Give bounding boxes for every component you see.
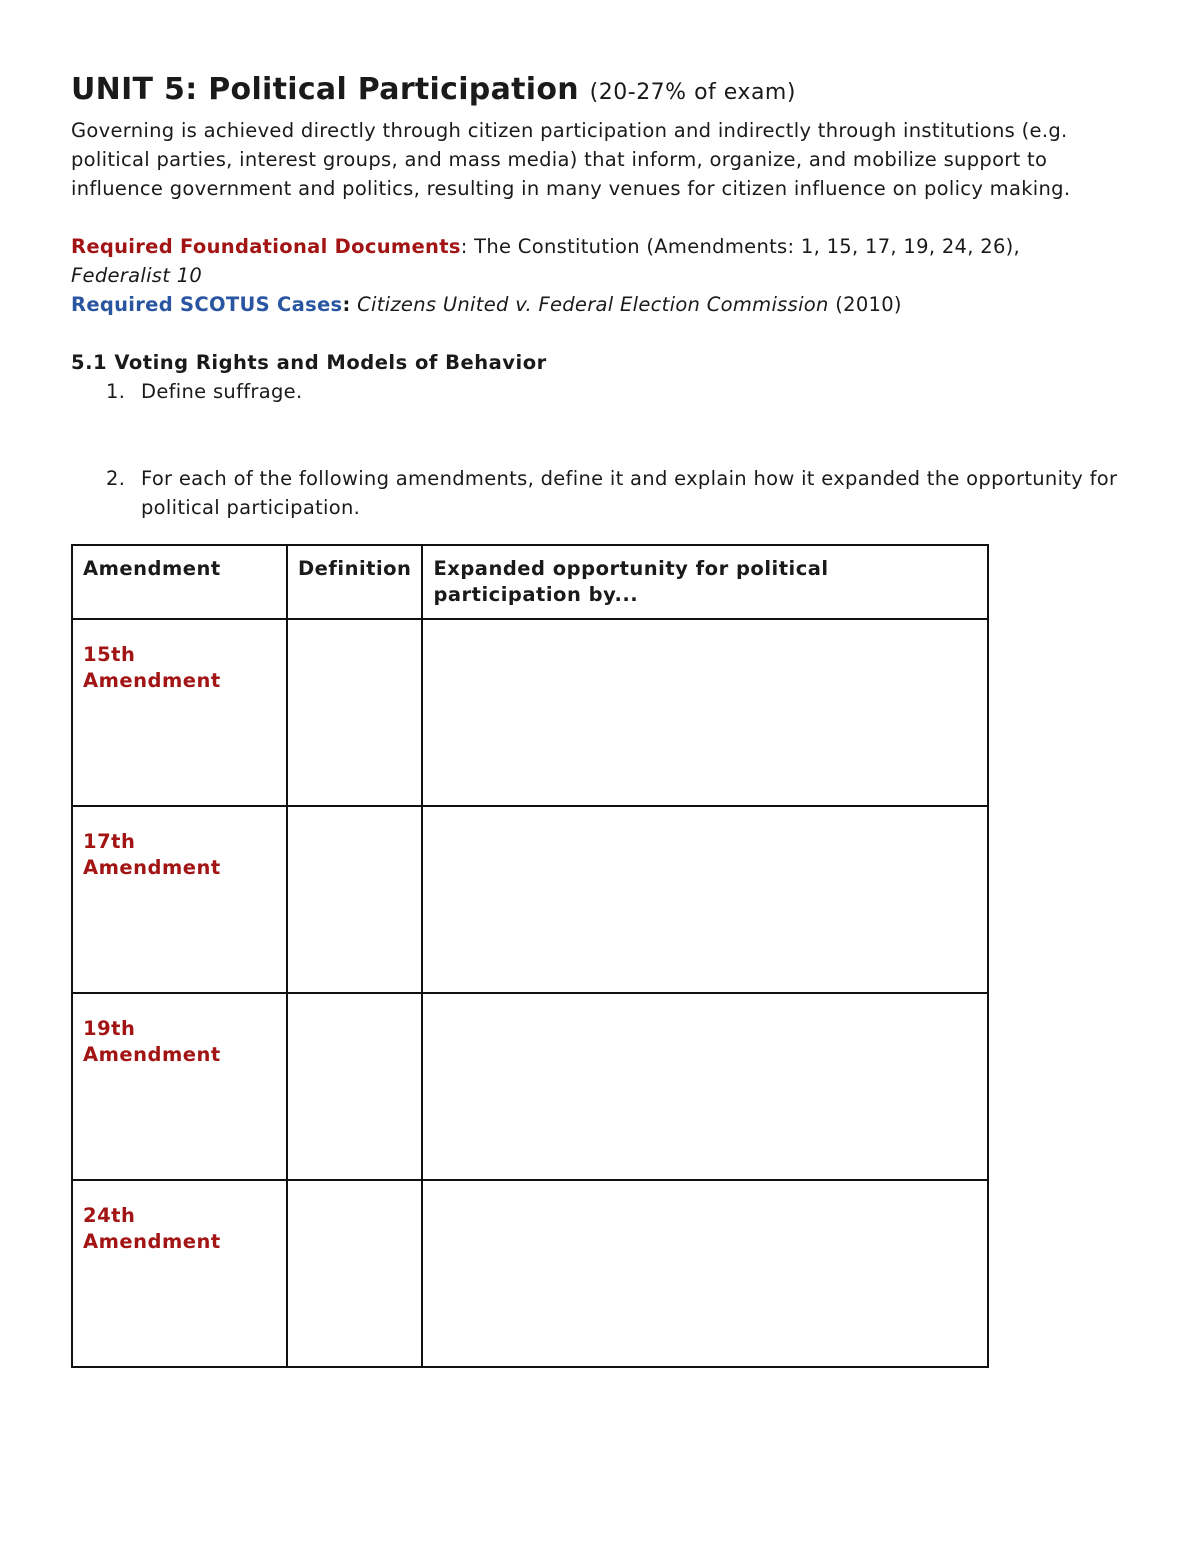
expanded-opportunity-cell[interactable] xyxy=(422,993,988,1180)
expanded-opportunity-cell[interactable] xyxy=(422,619,988,806)
scotus-case-year: (2010) xyxy=(828,293,902,316)
definition-cell[interactable] xyxy=(287,1180,422,1367)
scotus-cases-line xyxy=(71,290,1131,319)
question-2 xyxy=(71,464,1131,522)
question-1-number: 1. xyxy=(106,380,126,403)
amendment-label: 17th Amendment xyxy=(72,806,287,993)
header-expanded-opportunity: Expanded opportunity for political participation by... xyxy=(422,545,988,619)
table-row xyxy=(72,806,988,993)
table-row xyxy=(72,993,988,1180)
amendments-table xyxy=(71,544,989,1368)
question-1-text: Define suffrage. xyxy=(141,380,303,403)
expanded-opportunity-cell[interactable] xyxy=(422,1180,988,1367)
foundational-documents-text: The Constitution (Amendments: 1, 15, 17, 19, 24, 26), xyxy=(467,235,1021,258)
foundational-documents-line xyxy=(71,232,1131,290)
foundational-colon: : xyxy=(460,235,468,258)
table-header-row xyxy=(72,545,988,619)
federalist-doc: Federalist 10 xyxy=(71,264,203,287)
question-1 xyxy=(71,377,1131,406)
amendment-label: 24th Amendment xyxy=(72,1180,287,1367)
table-row xyxy=(72,619,988,806)
scotus-case-name: Citizens United v. Federal Election Commission xyxy=(357,293,829,316)
unit-description: Governing is achieved directly through citizen participation and indirectly through institutions (e.g. political parties, interest groups, and mass media) that inform, organize, and mobilize support to influence government and politics, resulting in many venues for citizen influence on policy making. xyxy=(71,119,1071,200)
definition-cell[interactable] xyxy=(287,619,422,806)
page-title xyxy=(71,70,1131,113)
worksheet-page xyxy=(71,70,1131,522)
foundational-documents-label: Required Foundational Documents xyxy=(71,235,461,258)
definition-cell[interactable] xyxy=(287,993,422,1180)
scotus-colon: : xyxy=(342,293,351,316)
scotus-cases-label: Required SCOTUS Cases xyxy=(71,293,343,316)
definition-cell[interactable] xyxy=(287,806,422,993)
table-row xyxy=(72,1180,988,1367)
section-heading: 5.1 Voting Rights and Models of Behavior xyxy=(71,351,547,374)
question-2-number: 2. xyxy=(106,467,126,490)
expanded-opportunity-cell[interactable] xyxy=(422,806,988,993)
exam-percentage: (20-27% of exam) xyxy=(589,80,796,105)
amendment-label: 15th Amendment xyxy=(72,619,287,806)
header-definition: Definition xyxy=(287,545,422,619)
header-amendment: Amendment xyxy=(72,545,287,619)
unit-title: UNIT 5: Political Participation xyxy=(71,72,579,107)
question-2-text: For each of the following amendments, define it and explain how it expanded the opportunity for political participation. xyxy=(141,467,1118,519)
amendment-label: 19th Amendment xyxy=(72,993,287,1180)
